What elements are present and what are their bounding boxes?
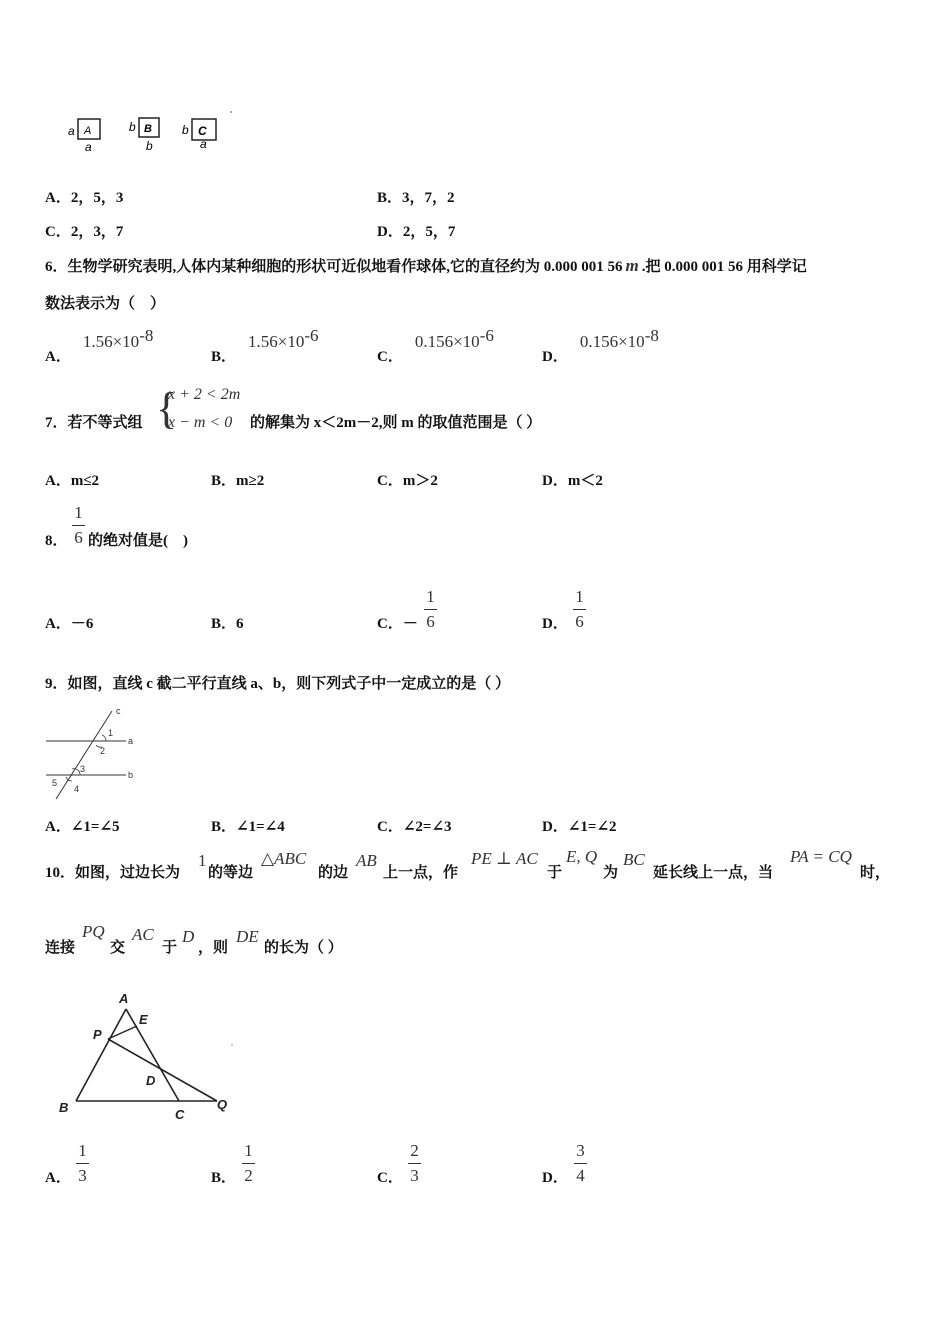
svg-text:C: C: [198, 124, 207, 138]
q9-option-b: B．∠1=∠4: [211, 819, 285, 835]
q7-option-c: C．m＞2: [377, 473, 438, 489]
svg-text:D: D: [146, 1073, 156, 1088]
q9-parallel-lines-figure: [44, 705, 144, 801]
q5-option-b: B．3，7，2: [377, 190, 455, 206]
q8-suffix: 的绝对值是( ): [88, 533, 188, 549]
q10-value-4: PE ⊥ AC: [471, 849, 538, 868]
svg-text:A: A: [119, 991, 129, 1006]
q10-option-d-den: 4: [576, 1166, 585, 1185]
q9-option-d: D．∠1=∠2: [542, 819, 617, 835]
q7-inequality-2: x − m < 0: [168, 414, 233, 431]
q7-suffix: 的解集为 x＜2m－2,则 m 的取值范围是（ ）: [250, 415, 542, 431]
q10-value-10: AC: [132, 925, 154, 944]
q8-option-d-label: D．: [542, 616, 568, 632]
q10-value-3: AB: [356, 851, 377, 870]
q6-stem-line1: 6．生物学研究表明,人体内某种细胞的形状可近似地看作球体,它的直径约为 0.000 001 56 m .把 0.000 001 56 用科学记: [45, 256, 807, 275]
q8-option-a: A．－6: [45, 616, 94, 632]
q5-option-c: C．2，3，7: [45, 224, 124, 240]
svg-text:b: b: [182, 123, 189, 137]
q10-text-2: 的等边: [208, 865, 254, 881]
q8-option-d-num: 1: [575, 587, 584, 606]
svg-text:3: 3: [80, 764, 86, 774]
q6-option-c: C．$0.156\times 10^{-6}$: [377, 326, 494, 366]
q10-value-6: BC: [623, 850, 645, 869]
q10-option-d-num: 3: [576, 1141, 585, 1160]
q10-option-a-fraction: [76, 1141, 89, 1186]
svg-text:2: 2: [100, 746, 106, 756]
svg-text:a: a: [200, 137, 207, 151]
svg-text:c: c: [116, 706, 121, 716]
q7-prefix: 7．若不等式组: [45, 415, 143, 431]
q7-brace: {: [156, 384, 178, 433]
q5-option-a: A．2，5，3: [45, 190, 124, 206]
q10-text-6: 为: [603, 865, 619, 881]
q10-option-c-num: 2: [410, 1141, 419, 1160]
svg-text:b: b: [146, 139, 153, 153]
q8-option-d-fraction: [573, 587, 586, 632]
q10-triangle-figure: [55, 988, 240, 1123]
svg-text:Q: Q: [217, 1097, 228, 1112]
q10-value-7: PA = CQ: [790, 847, 852, 866]
svg-text:B: B: [59, 1100, 69, 1115]
q10-value-12: DE: [236, 927, 259, 946]
svg-text:b: b: [129, 120, 136, 134]
q8-option-d-den: 6: [575, 612, 584, 631]
q10-text-5: 于: [547, 865, 563, 881]
q7-option-a: A．m≤2: [45, 473, 100, 489]
q10-option-d-label: D．: [542, 1170, 568, 1186]
q8-number: 8．: [45, 533, 68, 549]
q8-option-c-fraction: [424, 587, 437, 632]
svg-text:C: C: [175, 1107, 185, 1122]
q6-stem-line2: 数法表示为（ ）: [45, 296, 166, 312]
q8-option-c-label: C．－: [377, 616, 418, 632]
q10-text-4: 上一点，作: [383, 865, 459, 881]
q10-option-c-den: 3: [410, 1166, 419, 1185]
q10-value-9: PQ: [82, 922, 105, 941]
q10-option-a-den: 3: [78, 1166, 87, 1185]
q6-option-b: B．$1.56\times 10^{-6}$: [211, 326, 319, 366]
svg-text:B: B: [144, 123, 152, 135]
q10-text-10: 交: [110, 940, 126, 956]
svg-text:E: E: [139, 1012, 148, 1027]
figure-a-box: [68, 119, 100, 154]
q10-option-b-num: 1: [244, 1141, 253, 1160]
q6-option-d: D．$0.156\times 10^{-8}$: [542, 326, 659, 366]
q10-value-11: D: [182, 927, 195, 946]
q8-fraction: [72, 503, 85, 548]
q7-inequality-1: x + 2 < 2m: [168, 386, 241, 403]
svg-text:a: a: [68, 124, 75, 138]
figure-b-box: [129, 118, 159, 153]
svg-text:P: P: [93, 1027, 102, 1042]
q5-option-d: D．2，5，7: [377, 224, 456, 240]
q10-text-13: 的长为（ ）: [264, 940, 343, 956]
q10-text-8: 时，: [860, 865, 891, 881]
q8-fraction-num: 1: [74, 503, 83, 522]
svg-text:b: b: [128, 770, 134, 780]
q10-option-c-label: C．: [377, 1170, 403, 1186]
q10-option-d-fraction: [574, 1141, 587, 1186]
svg-text:a: a: [128, 736, 134, 746]
q9-option-a: A．∠1=∠5: [45, 819, 120, 835]
q6-option-a: A．$1.56\times 10^{-8}$: [45, 326, 154, 366]
q10-text-7: 延长线上一点，当: [653, 865, 774, 881]
svg-text:4: 4: [74, 784, 80, 794]
q10-option-a-num: 1: [78, 1141, 87, 1160]
q10-text-1: 10．如图，过边长为: [45, 865, 181, 881]
q10-text-3: 的边: [318, 865, 349, 881]
q9-stem: 9．如图，直线 c 截二平行直线 a、b，则下列式子中一定成立的是（ ）: [45, 676, 511, 692]
q10-text-12: ，则: [198, 940, 229, 956]
figure-c-box: [182, 112, 232, 151]
q9-option-c: C．∠2=∠3: [377, 819, 452, 835]
q10-text-11: 于: [162, 940, 178, 956]
q10-value-1: 1: [198, 851, 207, 870]
q7-option-d: D．m＜2: [542, 473, 603, 489]
q10-option-c-fraction: [408, 1141, 421, 1186]
q7-option-b: B．m≥2: [211, 473, 265, 489]
q8-option-c-num: 1: [426, 587, 435, 606]
q10-option-b-label: B．: [211, 1170, 237, 1186]
svg-text:a: a: [85, 140, 92, 154]
q10-option-b-fraction: [242, 1141, 255, 1186]
q8-fraction-den: 6: [74, 528, 83, 547]
q10-value-2: △ABC: [261, 849, 307, 868]
q8-option-c-den: 6: [426, 612, 435, 631]
q10-text-9: 连接: [45, 940, 76, 956]
q8-option-b: B．6: [211, 616, 244, 632]
q10-value-5: E, Q: [566, 847, 598, 866]
svg-text:5: 5: [52, 778, 58, 788]
svg-text:1: 1: [108, 728, 114, 738]
q10-option-b-den: 2: [244, 1166, 253, 1185]
top-figures: [66, 110, 236, 155]
q10-option-a-label: A．: [45, 1170, 71, 1186]
svg-text:A: A: [84, 125, 92, 137]
